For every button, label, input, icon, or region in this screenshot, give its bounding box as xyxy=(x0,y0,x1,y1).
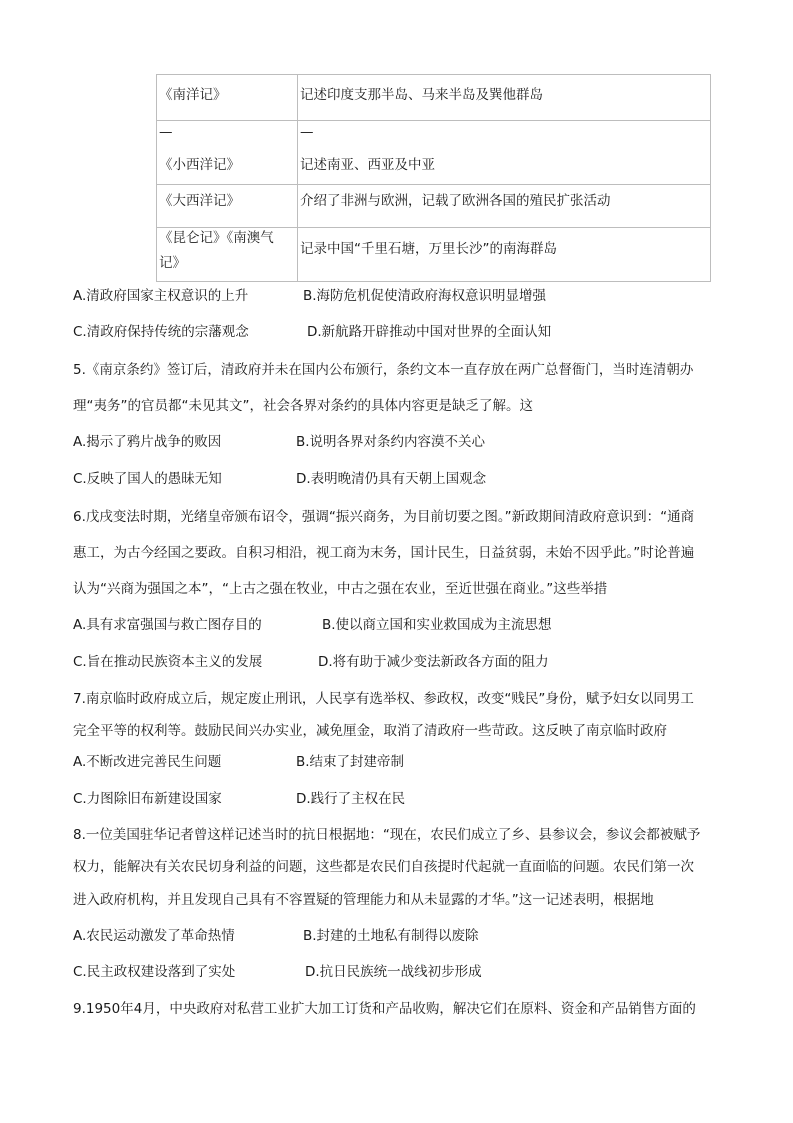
q5-option-c: C.反映了国人的愚昧无知 xyxy=(73,471,222,487)
table-cell: 《大西洋记》 xyxy=(159,193,240,209)
q4-option-d: D.新航路开辟推动中国对世界的全面认知 xyxy=(307,324,552,340)
q6-stem-line3: 认为“兴商为强国之本”，“上古之强在牧业，中古之强在农业，至近世强在商业。”这些举措 xyxy=(73,581,608,597)
q4-option-a: A.清政府国家主权意识的上升 xyxy=(73,288,249,304)
q4-option-c: C.清政府保持传统的宗藩观念 xyxy=(73,324,249,340)
q8-stem-line1: 8.一位美国驻华记者曾这样记述当时的抗日根据地：“现在，农民们成立了乡、县参议会，参议会都被赋予 xyxy=(73,827,701,843)
q6-option-b: B.使以商立国和实业救国成为主流思想 xyxy=(322,617,552,633)
q7-option-b: B.结束了封建帝制 xyxy=(296,754,405,770)
q6-option-a: A.具有求富强国与救亡图存目的 xyxy=(73,617,262,633)
q8-option-d: D.抗日民族统一战线初步形成 xyxy=(305,964,482,980)
q5-stem-line2: 理“夷务”的官员都“未见其文”，社会各界对条约的具体内容更是缺乏了解。这 xyxy=(73,398,533,414)
q8-option-b: B.封建的土地私有制得以废除 xyxy=(303,928,479,944)
q6-option-c: C.旨在推动民族资本主义的发展 xyxy=(73,654,263,670)
table-cell: — xyxy=(300,124,314,140)
table-cell: 记》 xyxy=(159,255,186,271)
table-column-divider xyxy=(297,74,298,282)
q8-option-a: A.农民运动激发了革命热情 xyxy=(73,928,235,944)
table-cell: 《昆仑记》《南澳气 xyxy=(159,230,274,246)
table-cell: 记述南亚、西亚及中亚 xyxy=(300,157,435,173)
q8-stem-line2: 权力，能解决有关农民切身利益的问题，这些都是农民们自孩提时代起就一直面临的问题。农民们第一次 xyxy=(73,859,694,875)
q6-option-d: D.将有助于减少变法新政各方面的阻力 xyxy=(318,654,549,670)
q7-option-c: C.力图除旧布新建设国家 xyxy=(73,791,222,807)
table-cell: 《南洋记》 xyxy=(159,87,227,103)
table-row-divider xyxy=(156,227,711,228)
table-cell: 《小西洋记》 xyxy=(159,157,240,173)
q6-stem-line1: 6.戊戌变法时期，光绪皇帝颁布诏令，强调“振兴商务，为目前切要之图。”新政期间清政府意识到：“通商 xyxy=(73,509,695,525)
table-cell: 记录中国“千里石塘，万里长沙”的南海群岛 xyxy=(300,241,557,257)
table-row-divider xyxy=(156,120,711,121)
q7-stem-line2: 完全平等的权利等。鼓励民间兴办实业，减免厘金，取消了清政府一些苛政。这反映了南京临时政府 xyxy=(73,723,667,739)
q7-stem-line1: 7.南京临时政府成立后，规定废止刑讯，人民享有选举权、参政权，改变“贱民”身份，赋予妇女以同男工 xyxy=(73,691,694,707)
q5-option-d: D.表明晚清仍具有天朝上国观念 xyxy=(296,471,487,487)
q9-stem-line1: 9.1950年4月，中央政府对私营工业扩大加工订货和产品收购，解决它们在原料、资金和产品销售方面的 xyxy=(73,1001,696,1017)
table-cell: — xyxy=(159,124,173,140)
q5-option-a: A.揭示了鸦片战争的败因 xyxy=(73,434,222,450)
table-cell: 记述印度支那半岛、马来半岛及巽他群岛 xyxy=(300,87,543,103)
table-row-divider xyxy=(156,184,711,185)
q4-option-b: B.海防危机促使清政府海权意识明显增强 xyxy=(303,288,547,304)
q5-option-b: B.说明各界对条约内容漠不关心 xyxy=(296,434,486,450)
table-cell: 介绍了非洲与欧洲，记载了欧洲各国的殖民扩张活动 xyxy=(300,193,611,209)
q8-option-c: C.民主政权建设落到了实处 xyxy=(73,964,236,980)
q7-option-a: A.不断改进完善民生问题 xyxy=(73,754,222,770)
q8-stem-line3: 进入政府机构，并且发现自己具有不容置疑的管理能力和从未显露的才华。”这一记述表明，根据地 xyxy=(73,892,654,908)
q7-option-d: D.践行了主权在民 xyxy=(296,791,406,807)
q6-stem-line2: 惠工，为古今经国之要政。自积习相沿，视工商为末务，国计民生，日益贫弱，未始不因乎此。”时论普遍 xyxy=(73,545,695,561)
q5-stem-line1: 5.《南京条约》签订后，清政府并未在国内公布颁行，条约文本一直存放在两广总督衙门，当时连清朝办 xyxy=(73,362,694,378)
